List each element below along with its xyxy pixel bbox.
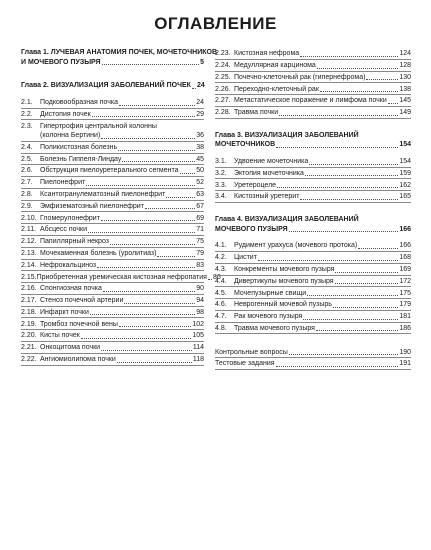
- toc-entry[interactable]: [21, 224, 204, 236]
- toc-entry-page: 67: [196, 202, 204, 210]
- toc-entry-number: 2.12.: [21, 238, 37, 246]
- toc-entry-number: 2.11.: [21, 226, 37, 234]
- toc-entry[interactable]: [21, 354, 204, 366]
- toc-entry-title: Ангиомиолипома почки: [40, 355, 116, 363]
- toc-entry-title: Цистит: [234, 254, 257, 262]
- toc-entry-page: 98: [196, 308, 204, 316]
- toc-entry[interactable]: [21, 165, 204, 177]
- toc-entry-number: 2.3.: [21, 122, 33, 130]
- toc-entry-number: 3.1.: [215, 158, 227, 166]
- chapter-3-page: 154: [399, 141, 411, 149]
- chapter-3-title-line1: Глава 3. ВИЗУАЛИЗАЦИЯ ЗАБОЛЕВАНИЙ: [215, 131, 359, 139]
- toc-entry-page: 128: [399, 61, 411, 69]
- toc-entry[interactable]: [21, 236, 204, 248]
- toc-entry-page: 29: [196, 110, 204, 118]
- toc-entry[interactable]: [21, 154, 204, 166]
- chapter-4-entries: [212, 240, 411, 334]
- toc-entry-title: Спонгиозная почка: [40, 285, 102, 293]
- toc-entry-page: 63: [196, 191, 204, 199]
- toc-entry-number: 4.8.: [215, 324, 227, 332]
- toc-entry-title: Ксантогранулематозный пиелонефрит: [40, 191, 166, 199]
- chapter-2-page: 24: [196, 82, 205, 90]
- toc-entry-page: 102: [192, 320, 204, 328]
- toc-entry-title: Тестовые задания: [215, 360, 275, 368]
- toc-entry-page: 52: [196, 179, 204, 187]
- toc-entry[interactable]: [215, 60, 411, 72]
- toc-entry-title-line2: (колонна Бертини): [40, 132, 101, 140]
- toc-entry-page: 181: [399, 313, 411, 321]
- toc-entry[interactable]: [215, 346, 411, 358]
- toc-entry-page: 190: [399, 348, 411, 356]
- toc-entry[interactable]: [215, 358, 411, 370]
- toc-entry-page: 172: [399, 277, 411, 285]
- toc-entry-number: 2.17.: [21, 297, 37, 305]
- toc-entry-title: Удвоение мочеточника: [234, 158, 309, 166]
- toc-entry-title: Дивертикулы мочевого пузыря: [234, 277, 334, 285]
- toc-entry-number: 3.4.: [215, 193, 227, 201]
- toc-entry-title: Приобретенная уремическая кистозная нефропатия: [36, 273, 207, 281]
- toc-entry-number: 2.26.: [215, 85, 231, 93]
- toc-entry-title: Обструкция пиелоуретерального сегмента: [40, 167, 179, 175]
- chapter-4[interactable]: [215, 215, 411, 234]
- toc-entry[interactable]: [21, 109, 204, 121]
- toc-entry-page: 179: [399, 301, 411, 309]
- toc-entry-title: Кистозный уретерит: [234, 193, 300, 201]
- toc-entry[interactable]: [215, 240, 411, 252]
- toc-entry-title: Переходно-клеточный рак: [234, 85, 319, 93]
- toc-entry-title: Абсцесс почки: [40, 226, 88, 234]
- toc-entry[interactable]: [21, 212, 204, 224]
- chapter-2[interactable]: [21, 81, 204, 91]
- toc-entry-number: 4.2.: [215, 254, 227, 262]
- toc-entry-number: 2.18.: [21, 308, 37, 316]
- toc-entry-number: 2.28.: [215, 109, 231, 117]
- toc-entry-page: 114: [192, 344, 204, 352]
- toc-entry-page: 90: [196, 285, 204, 293]
- toc-entry-number: 2.21.: [21, 344, 37, 352]
- toc-right-column: [212, 48, 411, 370]
- toc-entry[interactable]: [215, 191, 411, 203]
- toc-entry-title: Уретероцеле: [234, 181, 277, 189]
- toc-entry-title: Кистозная нефрома: [234, 50, 300, 58]
- toc-entry[interactable]: [21, 120, 204, 141]
- toc-entry[interactable]: [215, 179, 411, 191]
- toc-entry-number: 2.16.: [21, 285, 37, 293]
- toc-entry-title: Мочепузырные свищи: [234, 289, 307, 297]
- toc-entry[interactable]: [215, 156, 411, 168]
- toc-entry-page: 166: [399, 242, 411, 250]
- toc-entry-page: 124: [399, 50, 411, 58]
- toc-entry-page: 75: [196, 238, 204, 246]
- toc-entry-title: Подковообразная почка: [40, 98, 119, 106]
- toc-entry-title: Болезнь Гиппеля-Линдау: [40, 155, 122, 163]
- toc-entry-title: Эктопия мочеточника: [234, 169, 304, 177]
- toc-entry-number: 3.2.: [215, 169, 227, 177]
- toc-entry-page: 38: [196, 143, 204, 151]
- toc-entry[interactable]: [21, 177, 204, 189]
- toc-entry-title: Эмфизематозный пиелонефрит: [40, 202, 144, 210]
- toc-entry-number: 2.1.: [21, 98, 33, 106]
- toc-entry-number: 2.27.: [215, 97, 231, 105]
- toc-entry-title: Кисты почек: [40, 332, 80, 340]
- toc-entry[interactable]: [215, 287, 411, 299]
- toc-entry-page: 105: [192, 332, 204, 340]
- toc-entry-number: 2.4.: [21, 143, 33, 151]
- chapter-3[interactable]: [215, 131, 411, 150]
- toc-entry-title: Метастатическое поражение и лимфома почки: [234, 97, 387, 105]
- appendix-entries: [215, 346, 411, 370]
- toc-entry[interactable]: [21, 318, 204, 330]
- toc-entry[interactable]: [215, 72, 411, 84]
- toc-entry-page: 45: [196, 155, 204, 163]
- chapter-3-title-line2: МОЧЕТОЧНИКОВ: [215, 141, 276, 149]
- toc-entry[interactable]: [215, 252, 411, 264]
- toc-entry-page: 50: [196, 167, 204, 175]
- toc-entry-title: Папиллярный некроз: [40, 238, 109, 246]
- toc-entry-number: 4.3.: [215, 265, 227, 273]
- chapter-1[interactable]: [21, 48, 217, 67]
- toc-entry-number: 2.14.: [21, 261, 37, 269]
- toc-entry-title: Мочекаменная болезнь (уролитиаз): [40, 249, 157, 257]
- toc-entry-page: 191: [399, 360, 411, 368]
- toc-entry[interactable]: [21, 260, 204, 272]
- toc-entry[interactable]: [215, 83, 411, 95]
- toc-entry-number: 4.4.: [215, 277, 227, 285]
- toc-entry-page: 83: [196, 261, 204, 269]
- toc-entry-title: Почечно-клеточный рак (гипернефрома): [234, 73, 366, 81]
- toc-entry-title: Инфаркт почки: [40, 308, 89, 316]
- page-title: ОГЛАВЛЕНИЕ: [154, 14, 277, 33]
- chapter-4-title-line1: Глава 4. ВИЗУАЛИЗАЦИЯ ЗАБОЛЕВАНИЙ: [215, 216, 359, 223]
- toc-entry[interactable]: [215, 276, 411, 288]
- chapter-1-title-line1: Глава 1. ЛУЧЕВАЯ АНАТОМИЯ ПОЧЕК, МОЧЕТОЧНИКОВ: [21, 49, 217, 56]
- toc-entry-page: 118: [192, 355, 204, 363]
- toc-entry-page: 165: [399, 193, 411, 201]
- toc-entry-number: 2.2.: [21, 110, 33, 118]
- toc-entry-number: 3.3.: [215, 181, 227, 189]
- toc-entry-number: 4.7.: [215, 313, 227, 321]
- toc-entry-page: 168: [399, 254, 411, 262]
- chapter-3-entries: [215, 156, 411, 203]
- toc-entry-page: 169: [399, 265, 411, 273]
- toc-entry-title: Травма почки: [234, 109, 279, 117]
- toc-entry-title: Рудимент урахуса (мочевого протока): [234, 242, 358, 250]
- toc-entry-number: 4.1.: [215, 242, 227, 250]
- toc-entry-number: 4.6.: [215, 301, 227, 309]
- toc-entry[interactable]: [21, 248, 204, 260]
- toc-entry-number: 2.20.: [21, 332, 37, 340]
- toc-entry-number: 2.25.: [215, 73, 231, 81]
- toc-entry-page: 154: [399, 158, 411, 166]
- toc-entry-page: 71: [196, 226, 204, 234]
- chapter-1-page: 5: [200, 58, 204, 66]
- toc-entry[interactable]: [215, 311, 411, 323]
- toc-entry-page: 149: [399, 109, 411, 117]
- toc-entry[interactable]: [215, 299, 411, 311]
- toc-entry-number: 2.24.: [215, 61, 231, 69]
- toc-entry[interactable]: [215, 107, 411, 119]
- toc-entry-number: 2.15.: [21, 273, 37, 281]
- toc-entry[interactable]: [215, 323, 411, 335]
- toc-entry-page: 79: [196, 249, 204, 257]
- toc-entry-title: Тромбоз почечной вены: [40, 320, 118, 328]
- toc-entry[interactable]: [21, 201, 204, 213]
- toc-entry-title: Гломерулонефрит: [40, 214, 100, 222]
- toc-entry-title: Гипертрофия центральной колонны: [40, 122, 157, 130]
- toc-entry-page: 94: [196, 297, 204, 305]
- chapter-2-entries-continued: [215, 48, 411, 119]
- toc-entry-number: 2.23.: [215, 50, 231, 58]
- toc-entry[interactable]: [21, 189, 204, 201]
- toc-entry-number: 2.9.: [21, 202, 33, 210]
- toc-entry-number: 2.6.: [21, 167, 33, 175]
- toc-entry-title: Травма мочевого пузыря: [234, 324, 315, 332]
- toc-entry[interactable]: [21, 295, 204, 307]
- chapter-2-title: Глава 2. ВИЗУАЛИЗАЦИЯ ЗАБОЛЕВАНИЙ ПОЧЕК: [21, 82, 191, 90]
- toc-entry[interactable]: [215, 95, 411, 107]
- toc-entry[interactable]: [215, 264, 411, 276]
- toc-entry[interactable]: [215, 168, 411, 180]
- toc-entry-page: 175: [399, 289, 411, 297]
- toc-entry-page: 145: [399, 97, 411, 105]
- toc-entry-title: Медуллярная карцинома: [234, 61, 316, 69]
- toc-entry-page: 86: [212, 273, 221, 281]
- toc-entry-number: 2.8.: [21, 191, 33, 199]
- toc-entry-title: Неврогенный мочевой пузырь: [234, 301, 332, 309]
- toc-entry-title: Рак мочевого пузыря: [234, 313, 303, 321]
- toc-entry-number: 4.5.: [215, 289, 227, 297]
- toc-entry[interactable]: [21, 283, 204, 295]
- toc-entry-number: 2.22.: [21, 355, 37, 363]
- toc-entry[interactable]: [215, 48, 411, 60]
- toc-entry-page: 186: [399, 324, 411, 332]
- toc-entry-number: 2.19.: [21, 320, 37, 328]
- toc-entry-number: 2.13.: [21, 249, 37, 257]
- toc-entry-title: Конкременты мочевого пузыря: [234, 265, 335, 273]
- toc-entry[interactable]: [21, 342, 204, 354]
- chapter-4-page: 166: [399, 225, 411, 233]
- chapter-4-title-line2: МОЧЕВОГО ПУЗЫРЯ: [215, 225, 288, 233]
- toc-entry-title: Стеноз почечной артерии: [40, 297, 124, 305]
- toc-entry[interactable]: [21, 330, 204, 342]
- toc-entry-page: 130: [399, 73, 411, 81]
- toc-entry-page: 69: [196, 214, 204, 222]
- chapter-1-title-line2: И МОЧЕВОГО ПУЗЫРЯ: [21, 58, 101, 66]
- toc-entry-number: 2.10.: [21, 214, 37, 222]
- toc-entry[interactable]: [21, 307, 204, 319]
- toc-entry-page: 138: [399, 85, 411, 93]
- toc-entry[interactable]: [21, 97, 204, 109]
- toc-entry-title: Дистопия почек: [40, 110, 91, 118]
- toc-entry-page: 159: [399, 169, 411, 177]
- toc-entry-title: Пиелонефрит: [40, 179, 86, 187]
- toc-entry-number: 2.5.: [21, 155, 33, 163]
- toc-entry-page: 36: [196, 132, 204, 140]
- toc-entry-title: Контрольные вопросы: [215, 348, 288, 356]
- toc-entry-title: Поликистозная болезнь: [40, 143, 118, 151]
- toc-entry-page: 24: [196, 98, 204, 106]
- toc-entry-number: 2.7.: [21, 179, 33, 187]
- toc-entry[interactable]: [21, 142, 204, 154]
- toc-entry-title: Нефрокальциноз: [40, 261, 97, 269]
- toc-entry-page: 162: [399, 181, 411, 189]
- toc-entry-title: Онкоцитома почки: [40, 344, 101, 352]
- toc-entry[interactable]: [21, 271, 221, 283]
